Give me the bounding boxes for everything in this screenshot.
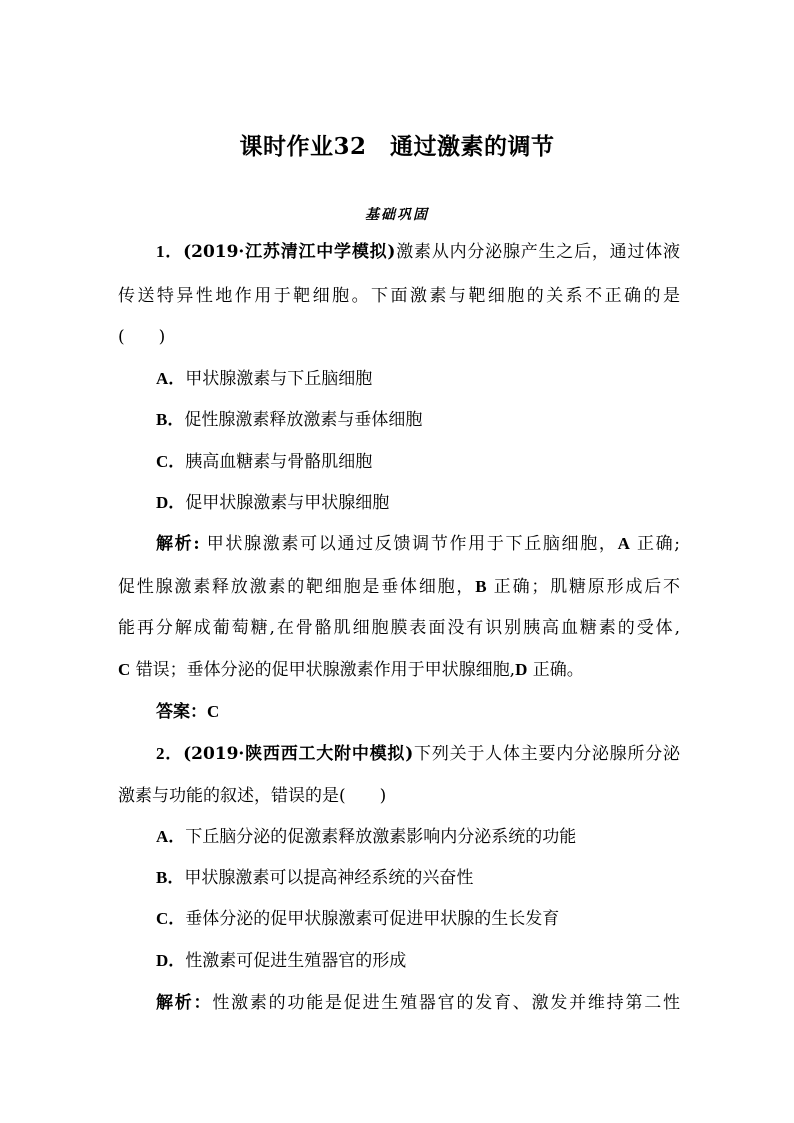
question-1-analysis-line-2 bbox=[118, 575, 680, 599]
question-1-stem-line-2: 传送特异性地作用于靶细胞。下面激素与靶细胞的关系不正确的是 bbox=[118, 286, 680, 306]
question-1-option-d bbox=[156, 491, 680, 515]
question-1-stem-text-1: 激素从内分泌腺产生之后，通过体液 bbox=[395, 242, 681, 262]
question-1-number: 1． bbox=[156, 242, 184, 261]
analysis-text: 甲状腺激素可以通过反馈调节作用于下丘脑细胞， bbox=[206, 534, 618, 554]
option-text: 促甲状腺激素与甲状腺细胞 bbox=[185, 493, 390, 513]
analysis-text: 性激素的功能是促进生殖器官的发育、激发并维持第二性 bbox=[212, 993, 681, 1013]
question-1-option-a bbox=[156, 367, 680, 391]
option-key: A． bbox=[156, 827, 186, 846]
analysis-label: 解析: bbox=[156, 534, 200, 554]
option-key: D． bbox=[156, 493, 186, 512]
analysis-text: 促性腺激素释放激素的靶细胞是垂体细胞， bbox=[118, 577, 476, 597]
option-text: 垂体分泌的促甲状腺激素可促进甲状腺的生长发育 bbox=[185, 909, 560, 929]
question-1-answer-blank: ( ) bbox=[118, 327, 166, 347]
option-text: 下丘脑分泌的促激素释放激素影响内分泌系统的功能 bbox=[185, 827, 577, 847]
option-key: C． bbox=[156, 909, 186, 928]
option-key: A． bbox=[156, 369, 186, 388]
question-2-option-a bbox=[156, 825, 680, 849]
question-1-analysis-line-3: 能再分解成葡萄糖,在骨骼肌细胞膜表面没有识别胰高血糖素的受体, bbox=[118, 618, 680, 638]
answer-label: 答案： bbox=[156, 702, 207, 722]
option-key: D． bbox=[156, 951, 186, 970]
option-text: 性激素可促进生殖器官的形成 bbox=[185, 951, 407, 971]
analysis-option-ref: C bbox=[118, 660, 131, 679]
question-2-stem-text-1: 下列关于人体主要内分泌腺所分泌 bbox=[413, 744, 681, 764]
question-2-option-b bbox=[156, 866, 680, 890]
option-text: 促性腺激素释放激素与垂体细胞 bbox=[184, 410, 423, 430]
analysis-label: 解析： bbox=[156, 993, 213, 1013]
question-2-option-d bbox=[156, 949, 680, 973]
question-1-option-b bbox=[156, 408, 680, 432]
question-2-option-c bbox=[156, 907, 680, 931]
analysis-text: 正确；肌糖原形成后不 bbox=[493, 577, 681, 597]
question-2-source: (2019·陕西西工大附中模拟) bbox=[183, 744, 414, 764]
analysis-option-ref: D bbox=[515, 660, 528, 679]
analysis-text: 正确。 bbox=[532, 660, 584, 680]
option-key: B． bbox=[156, 410, 185, 429]
page-title: 课时作业32 通过激素的调节 bbox=[239, 133, 555, 160]
question-1-option-c bbox=[156, 450, 680, 474]
option-text: 胰高血糖素与骨骼肌细胞 bbox=[185, 452, 373, 472]
option-text: 甲状腺激素可以提高神经系统的兴奋性 bbox=[184, 868, 474, 888]
question-1-answer bbox=[156, 700, 680, 724]
question-1-stem-line-1 bbox=[156, 240, 680, 264]
question-2-analysis-line-1 bbox=[156, 991, 680, 1015]
analysis-option-ref: A bbox=[617, 534, 630, 553]
section-heading: 基础巩固 bbox=[365, 207, 429, 223]
answer-value: C bbox=[207, 702, 220, 721]
question-1-analysis-line-4 bbox=[118, 658, 680, 682]
question-1-analysis-line-1 bbox=[156, 532, 680, 556]
question-2-stem-line-2: 激素与功能的叙述，错误的是( ) bbox=[118, 786, 387, 806]
analysis-text: 正确; bbox=[636, 534, 681, 554]
analysis-option-ref: B bbox=[475, 577, 487, 596]
analysis-text: 错误；垂体分泌的促甲状腺激素作用于甲状腺细胞, bbox=[135, 660, 516, 680]
question-2-number: 2． bbox=[156, 744, 184, 763]
option-text: 甲状腺激素与下丘脑细胞 bbox=[185, 369, 373, 389]
option-key: B． bbox=[156, 868, 185, 887]
option-key: C． bbox=[156, 452, 186, 471]
question-1-source: (2019·江苏清江中学模拟) bbox=[183, 242, 396, 262]
question-2-stem-line-1 bbox=[156, 742, 680, 766]
